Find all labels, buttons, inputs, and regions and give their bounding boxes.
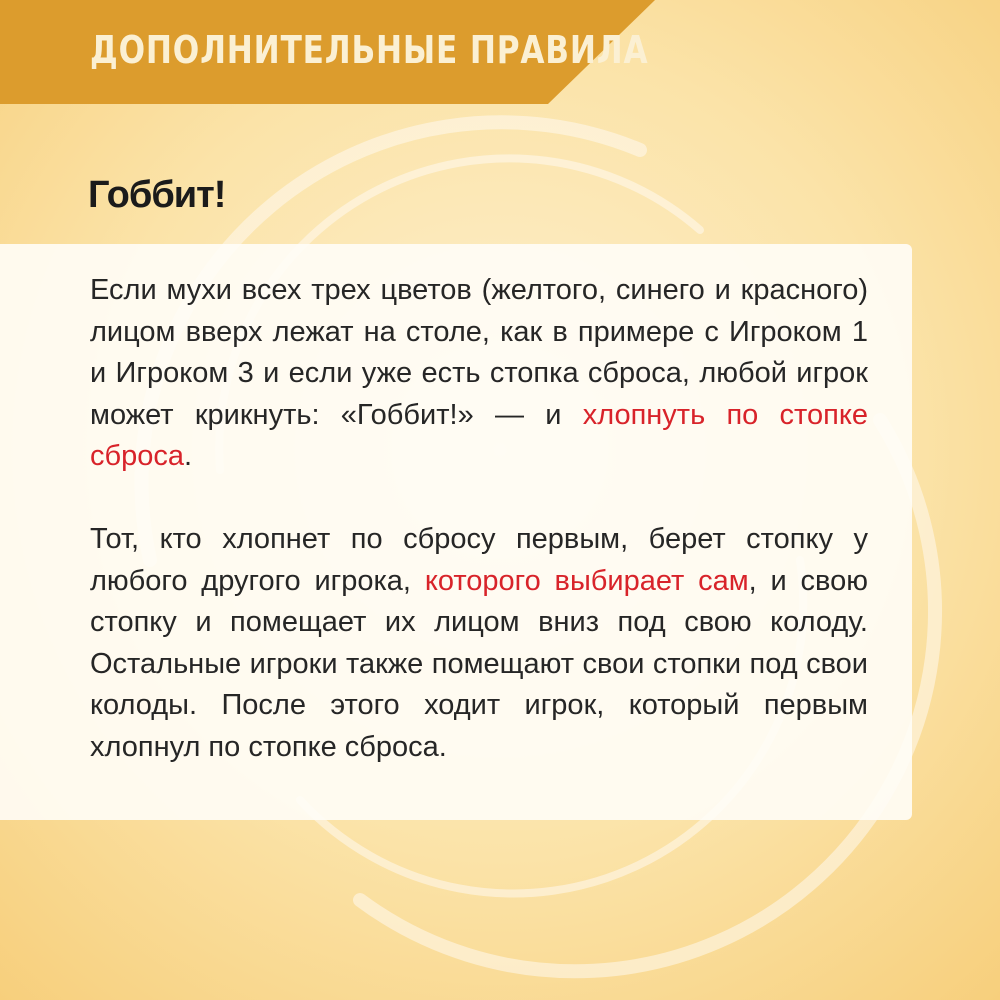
- paragraph-1-highlight: хлопнуть по стопке сброса: [90, 398, 868, 472]
- paragraph-2: [90, 519, 868, 768]
- paragraph-2-highlight: которого выбирает сам: [424, 564, 749, 597]
- paragraph-1-text-before: Если мухи всех трех цветов (желтого, синего и красного) лицом вверх лежат на столе, как в примере с Игроком 1 и Игроком 3 и если уже есть стопка сброса, любой игрок может крикнуть: «Гоббит!» — и: [90, 274, 868, 431]
- paragraph-1-text-after: .: [184, 440, 193, 472]
- rules-text: [90, 270, 868, 768]
- paragraph-2-text-before: Тот, кто хлопнет по сбросу первым, берет стопку у любого другого игрока,: [90, 523, 868, 597]
- header-banner: [0, 0, 1000, 104]
- header-title: ДОПОЛНИТЕЛЬНЫЕ ПРАВИЛА: [90, 28, 649, 72]
- paragraph-2-text-after: , и свою стопку и помещает их лицом вниз под свою колоду. Остальные игроки также помещают свои стопки под свои колоды. После этого ходит игрок, который первым хлопнул по стопке сброса.: [90, 564, 868, 763]
- paragraph-1: [90, 270, 868, 478]
- section-title: Гоббит!: [88, 174, 226, 216]
